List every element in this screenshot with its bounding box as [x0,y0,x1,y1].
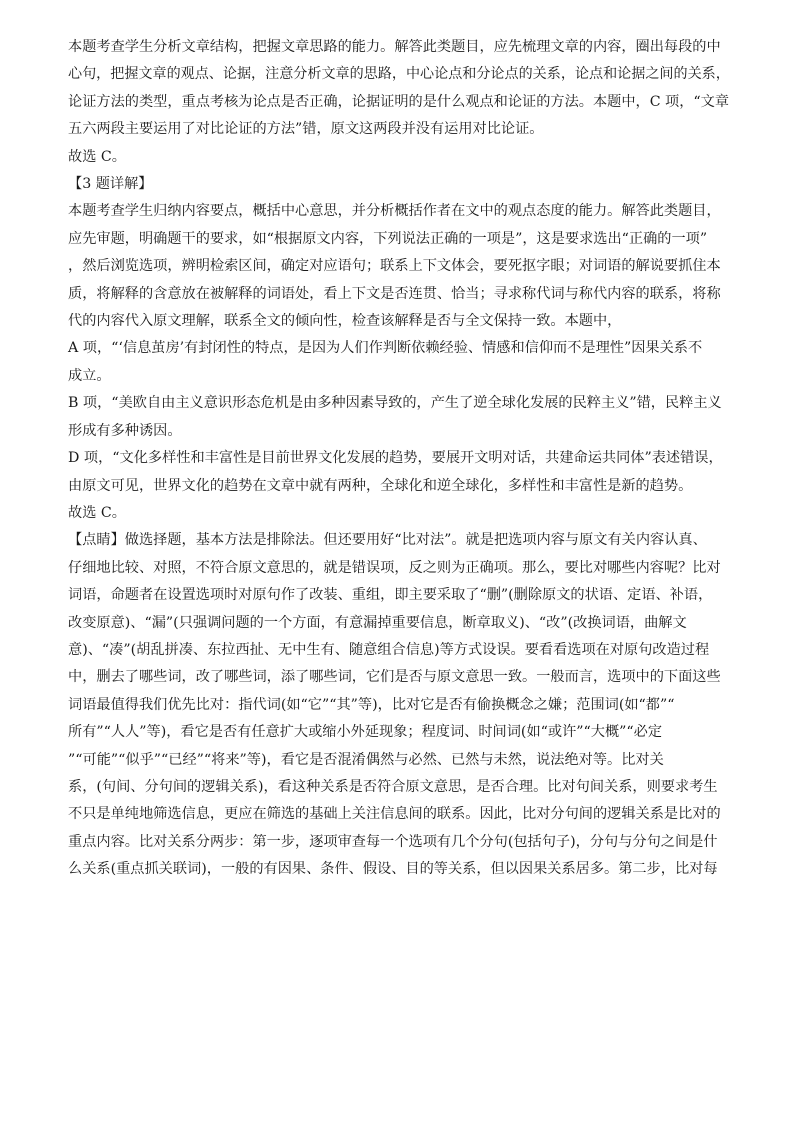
text-line: 中，删去了哪些词，改了哪些词，添了哪些词，它们是否与原文意思一致。一般而言，选项中的下面这些 [68,669,721,686]
text-line: 词语最值得我们优先比对：指代词(如“它”“其”等)，比对它是否有偷换概念之嫌；范围词(如“都”“ [68,696,675,713]
paragraph-p4 [68,198,730,335]
text-line: 故选 C。 [68,504,126,521]
paragraph-p6 [68,390,730,445]
text-line: 由原文可见，世界文化的趋势在文章中就有两种，全球化和逆全球化，多样性和丰富性是新的趋势。 [68,477,693,494]
text-line: 不只是单纯地筛选信息，更应在筛选的基础上关注信息间的联系。因此，比对分句间的逻辑关系是比对的 [68,806,721,823]
text-line: 故选 C。 [68,148,126,165]
text-line: 么关系(重点抓关联词)，一般的有因果、条件、假设、目的等关系，但以因果关系居多。第二步，比对每 [68,861,718,878]
text-line: D 项，“文化多样性和丰富性是目前世界文化发展的趋势，要展开文明对话，共建命运共同体”表述错误， [68,450,723,467]
text-line: 意)、“凑”(胡乱拼凑、东拉西扯、无中生有、随意组合信息)等方式设误。要看看选项在对原句改造过程 [68,641,710,658]
text-line: 所有”“人人”等)，看它是否有任意扩大或缩小外延现象；程度词、时间词(如“或许”“大概”“必定 [68,724,663,741]
text-line: 系，(句间、分句间的逻辑关系)，看这种关系是否符合原文意思，是否合理。比对句间关系，则要求考生 [68,778,718,795]
text-line: 五六两段主要运用了对比论证的方法”错，原文这两段并没有运用对比论证。 [68,121,544,138]
paragraph-p1 [68,34,730,144]
text-line: B 项，“美欧自由主义意识形态危机是由多种因素导致的，产生了逆全球化发展的民粹主义”错，民粹主义 [68,395,722,412]
text-line: A 项，“‘信息茧房’有封闭性的特点，是因为人们作判断依赖经验、情感和信仰而不是理性”因果关系不 [68,340,703,357]
paragraph-p8 [68,500,730,527]
text-line: 形成有多种诱因。 [68,422,182,439]
text-line: 质，将解释的含意放在被解释的词语处，看上下文是否连贯、恰当；寻求称代词与称代内容的联系，将称 [68,285,721,302]
text-line: 应先审题，明确题干的要求，如“根据原文内容，下列说法正确的一项是”，这是要求选出“正确的一项” [68,230,708,247]
text-line: 论证方法的类型，重点考核为论点是否正确，论据证明的是什么观点和论证的方法。本题中，C 项，“文章 [68,93,730,110]
paragraph-p7 [68,445,730,500]
paragraph-p5 [68,335,730,390]
paragraph-p2 [68,144,730,171]
text-line: 重点内容。比对关系分两步：第一步，逐项审查每一个选项有几个分句(包括句子)，分句与分句之间是什 [68,833,718,850]
document-page [68,34,730,884]
text-line: 词语，命题者在设置选项时对原句作了改装、重组，即主要采取了“删”(删除原文的状语、定语、补语， [68,587,713,604]
text-line: 心句，把握文章的观点、论据，注意分析文章的思路，中心论点和分论点的关系，论点和论据之间的关系， [68,66,730,83]
text-line: 本题考查学生归纳内容要点，概括中心意思，并分析概括作者在文中的观点态度的能力。解答此类题目， [68,203,721,220]
text-line: ”“可能”“似乎”“已经”“将来”等)，看它是否混淆偶然与必然、已然与未然，说法绝对等。比对关 [68,751,664,768]
paragraph-p3 [68,171,730,198]
text-line: 改变原意)、“漏”(只强调问题的一个方面，有意漏掉重要信息，断章取义)、“改”(改换词语，曲解文 [68,614,687,631]
text-line: ，然后浏览选项，辨明检索区间，确定对应语句；联系上下文体会，要死抠字眼；对词语的解说要抓住本 [68,258,721,275]
paragraph-p9 [68,527,730,883]
text-line: 本题考查学生分析文章结构，把握文章思路的能力。解答此类题目，应先梳理文章的内容，圈出每段的中 [68,39,721,55]
text-line: 代的内容代入原文理解，联系全文的倾向性，检查该解释是否与全文保持一致。本题中， [68,313,622,330]
text-line: 仔细地比较、对照，不符合原文意思的，就是错误项，反之则为正确项。那么，要比对哪些内容呢？比对 [68,559,721,576]
text-line: 【点睛】做选择题，基本方法是排除法。但还要用好“比对法”。就是把选项内容与原文有关内容认真、 [68,532,707,549]
text-line: 成立。 [68,367,111,384]
text-line: 【3 题详解】 [68,176,153,193]
